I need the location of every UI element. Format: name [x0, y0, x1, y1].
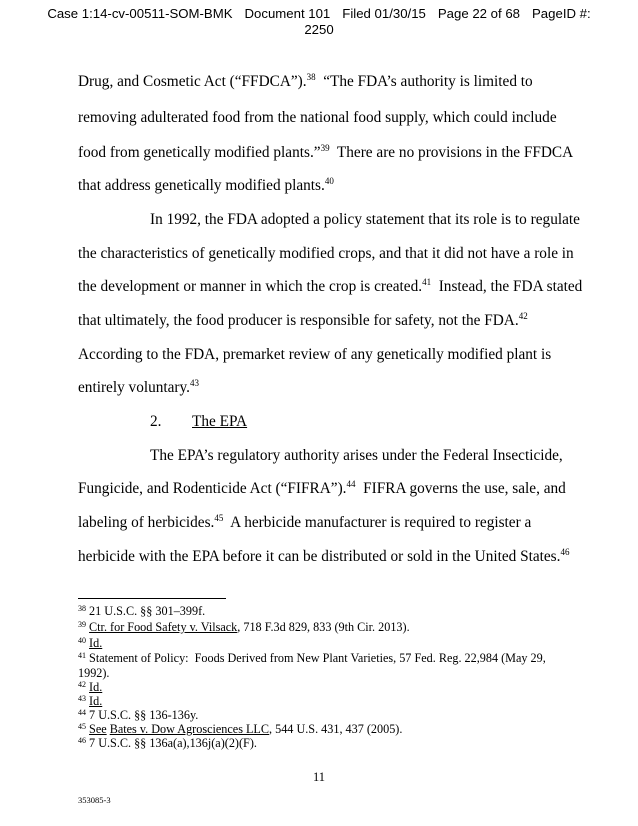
- page-number: 11: [312, 770, 326, 784]
- pageid-label: PageID #:: [532, 6, 591, 21]
- footnote-ref-46: 46: [560, 547, 570, 557]
- footnote-ref-44: 44: [346, 479, 356, 489]
- footnote-45: $^{45}$ See Bates v. Dow Agrosciences LLC, 544 U.S. 431, 437 (2005).: [78, 722, 403, 736]
- page-of: Page 22 of 68: [437, 6, 521, 21]
- body-line-12: The EPA’s regulatory authority arises under the Federal Insecticide,: [150, 447, 563, 464]
- body-line-5: In 1992, the FDA adopted a policy statement that its role is to regulate: [150, 211, 580, 228]
- footnote-ref-45: 45: [214, 513, 224, 523]
- footnote-ref-40: 40: [324, 176, 334, 186]
- citation-bates: Bates v. Dow Agrosciences LLC: [109, 722, 270, 736]
- body-line-4: that address genetically modified plants.$^{40}$: [78, 176, 334, 194]
- footnote-separator: [78, 598, 226, 599]
- body-line-1: Drug, and Cosmetic Act (“FFDCA”).$^{38}$ “The FDA’s authority is limited to: [78, 72, 533, 90]
- body-line-14: labeling of herbicides.$^{45}$ A herbicide manufacturer is required to register a: [78, 513, 532, 531]
- footnote-ref-39: 39: [320, 143, 330, 153]
- case-header: [0, 6, 638, 22]
- document-number: Document 101: [244, 6, 331, 21]
- body-line-6: the characteristics of genetically modified crops, and that it did not have a role in: [78, 245, 574, 262]
- body-line-13: Fungicide, and Rodenticide Act (“FIFRA”).$^{44}$ FIFRA governs the use, sale, and: [78, 479, 566, 497]
- body-line-9: According to the FDA, premarket review of any genetically modified plant is: [78, 346, 552, 363]
- footnote-41: $^{41}$ Statement of Policy: Foods Derived from New Plant Varieties, 57 Fed. Reg. 22,984 (May 29,: [78, 651, 546, 665]
- footnote-ref-43: 43: [190, 378, 200, 388]
- footnote-ref-38: 38: [306, 72, 316, 82]
- footnote-40: $^{40}$ Id.: [78, 636, 103, 650]
- body-line-10: entirely voluntary.$^{43}$: [78, 378, 200, 396]
- footnote-46: $^{46}$ 7 U.S.C. §§ 136a(a),136j(a)(2)(F).: [78, 736, 257, 750]
- footnote-38: $^{38}$ 21 U.S.C. §§ 301–399f.: [78, 604, 206, 618]
- body-line-7: the development or manner in which the crop is created.$^{41}$ Instead, the FDA stated: [78, 277, 583, 295]
- section-heading-title: The EPA: [192, 413, 248, 430]
- footnote-ref-41: 41: [422, 277, 432, 287]
- body-line-15: herbicide with the EPA before it can be distributed or sold in the United States.$^{46}$: [78, 547, 570, 565]
- pageid-value: 2250: [304, 22, 334, 37]
- citation-vilsack: Ctr. for Food Safety v. Vilsack: [89, 620, 238, 634]
- footnote-39: $^{39}$ Ctr. for Food Safety v. Vilsack, 718 F.3d 829, 833 (9th Cir. 2013).: [78, 620, 410, 634]
- footnote-44: $^{44}$ 7 U.S.C. §§ 136-136y.: [78, 708, 199, 722]
- filed-date: Filed 01/30/15: [342, 6, 426, 21]
- footnote-43: $^{43}$ Id.: [78, 694, 103, 708]
- footnote-42: $^{42}$ Id.: [78, 680, 103, 694]
- body-line-8: that ultimately, the food producer is responsible for safety, not the FDA.$^{42}$: [78, 311, 528, 329]
- body-line-2: removing adulterated food from the national food supply, which could include: [78, 109, 557, 126]
- footnote-41-cont: 1992).: [78, 666, 110, 680]
- document-id: 353085-3: [78, 795, 111, 805]
- section-heading-number: 2.: [150, 413, 162, 430]
- footnote-ref-42: 42: [518, 311, 528, 321]
- body-line-3: food from genetically modified plants.”$^{39}$ There are no provisions in the FFDCA: [78, 143, 574, 161]
- case-number: Case 1:14-cv-00511-SOM-BMK: [47, 6, 233, 21]
